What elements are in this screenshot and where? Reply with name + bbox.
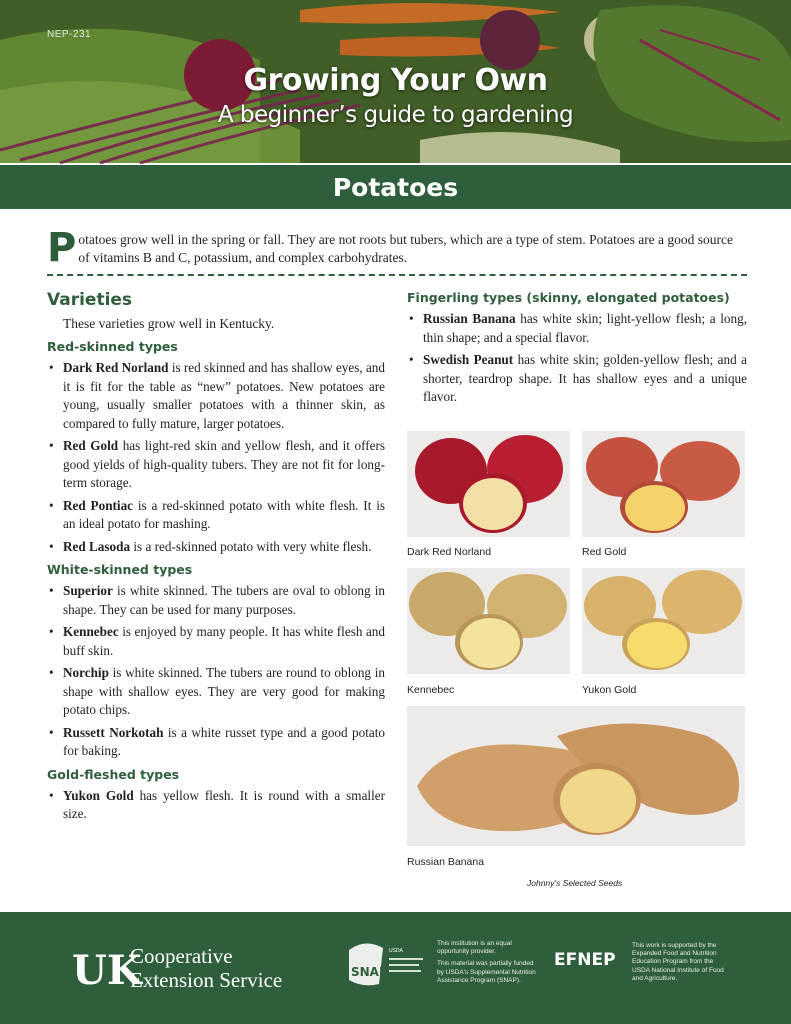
caption: Kennebec [407, 684, 455, 696]
variety-name: Red Gold [63, 438, 119, 453]
photo-dark-red-norland [407, 431, 570, 537]
photo-russian-banana [407, 706, 745, 846]
variety-name: Red Lasoda [63, 538, 131, 554]
page-title: Potatoes [332, 172, 459, 202]
variety-name: Russett Norkotah [63, 724, 164, 740]
footer [0, 912, 791, 1024]
caption: Yukon Gold [582, 684, 637, 696]
list-item: • Norchip is white skinned. The tubers are round to oblong in shape with shallow eyes. They are very good for making potato chips. [47, 664, 385, 720]
series-subtitle: A beginner’s guide to gardening [217, 102, 574, 128]
variety-name: Superior [63, 583, 113, 598]
variety-name: Yukon Gold [63, 787, 134, 803]
fingerling-list [407, 310, 747, 407]
white-skinned-list [47, 582, 385, 761]
dashed-divider [47, 274, 747, 276]
varieties-heading: Varieties [47, 290, 133, 310]
list-item: • Superior is white skinned. The tubers are oval to oblong in shape. They can be used for many purposes. [47, 582, 385, 619]
photo-credit: Johnny's Selected Seeds [527, 878, 623, 888]
caption: Russian Banana [407, 856, 485, 868]
white-skinned-heading: White-skinned types [47, 562, 193, 577]
equal-opportunity-note: This institution is an equal opportunity provider. This material was partially funded by USDA's Supplemental Nutrition Assistance Program (SNAP). [437, 940, 536, 984]
svg-text:SNAP: SNAP [351, 965, 388, 979]
variety-name: Dark Red Norland [63, 360, 169, 375]
varieties-lead: These varieties grow well in Kentucky. [63, 316, 275, 331]
fingerling-heading: Fingerling types (skinny, elongated potatoes) [407, 290, 730, 305]
header-banner [0, 0, 791, 163]
snap-logo-icon [345, 936, 427, 996]
list-item: • Red Lasoda is a red-skinned potato with very white flesh. [47, 538, 385, 557]
svg-text:USDA: USDA [389, 948, 403, 954]
caption: Red Gold [582, 546, 627, 558]
left-column [47, 290, 385, 828]
red-skinned-list [47, 359, 385, 556]
efnep-note: This work is supported by the Expanded Food and Nutrition Education Program from the USDA National Institute of Food and Agriculture. [632, 942, 724, 982]
list-item: • Dark Red Norland is red skinned and has shallow eyes, and it is fit for the table as “new” potatoes. New potatoes are young, usually smaller potatoes with a thinner skin, as compared to fully mature, larger potatoes. [47, 359, 385, 433]
intro-text: otatoes grow well in the spring or fall. They are not roots but tubers, which are a type of stem. Potatoes are a good source of vitamins B and C, potassium, and complex carbohydrates. [78, 232, 734, 265]
list-item: • Russian Banana has white skin; light-yellow flesh; a long, thin shape; and a special flavor. [407, 310, 747, 347]
drop-cap: P [47, 225, 77, 271]
list-item: • Red Pontiac is a red-skinned potato with white flesh. It is an ideal potato for mashing. [47, 497, 385, 534]
gold-fleshed-list [47, 787, 385, 824]
variety-name: Swedish Peanut [423, 352, 514, 367]
right-column [407, 290, 747, 411]
variety-name: Russian Banana [423, 311, 516, 326]
list-item: • Kennebec is enjoyed by many people. It has white flesh and buff skin. [47, 623, 385, 660]
list-item: • Yukon Gold has yellow flesh. It is round with a smaller size. [47, 787, 385, 824]
list-item: • Swedish Peanut has white skin; golden-yellow flesh; and a shorter, teardrop shape. It has shallow eyes and a unique flavor. [407, 351, 747, 407]
red-skinned-heading: Red-skinned types [47, 339, 178, 354]
list-item: • Red Gold has light-red skin and yellow flesh, and it offers good yields of high-quality tubers. They are not fit for long-term storage. [47, 437, 385, 493]
publication-code: NEP-231 [47, 29, 92, 40]
list-item: • Russett Norkotah is a white russet type and a good potato for baking. [47, 724, 385, 761]
variety-name: Norchip [63, 665, 109, 680]
photo-red-gold [582, 431, 745, 537]
variety-name: Red Pontiac [63, 497, 134, 513]
intro-paragraph [47, 225, 747, 271]
photo-kennebec [407, 568, 570, 674]
variety-name: Kennebec [63, 624, 119, 639]
photo-yukon-gold [582, 568, 745, 674]
uk-logo-icon [72, 946, 142, 994]
gold-fleshed-heading: Gold-fleshed types [47, 766, 180, 782]
topic-bar [0, 165, 791, 209]
efnep-logo: EFNEP [554, 950, 616, 970]
org-name: Cooperative Extension Service [130, 944, 283, 992]
caption: Dark Red Norland [407, 546, 492, 558]
series-title: Growing Your Own [243, 63, 548, 98]
svg-text:UK: UK [72, 947, 142, 994]
